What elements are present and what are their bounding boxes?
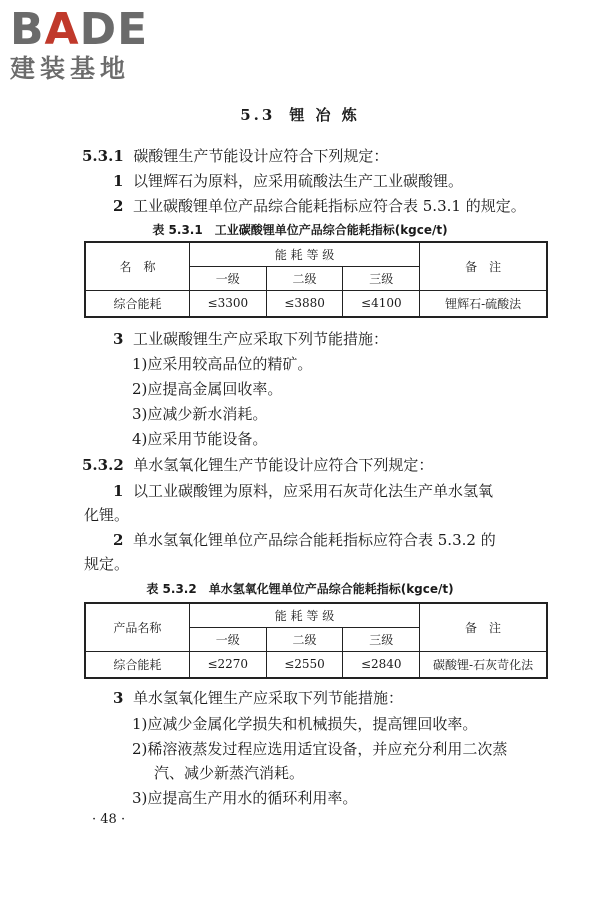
grade-3: 三级 <box>343 627 420 651</box>
grade-3: 三级 <box>343 266 420 290</box>
row-note: 碳酸锂-石灰苛化法 <box>420 651 547 678</box>
value-grade-2: ≤3880 <box>266 290 343 317</box>
value-grade-2: ≤2550 <box>266 651 343 678</box>
table-5-3-1 <box>84 241 548 318</box>
header-energy-grade: 能 耗 等 级 <box>189 242 419 266</box>
section-number: 5.3 <box>240 106 276 124</box>
grade-2: 二级 <box>266 266 343 290</box>
measure-item: 4)应采用节能设备。 <box>132 430 268 448</box>
value-grade-1: ≤3300 <box>189 290 266 317</box>
item-2: 2 单水氢氧化锂单位产品综合能耗指标应符合表 5.3.2 的 <box>113 531 496 549</box>
header-name: 产品名称 <box>85 603 189 651</box>
table-caption: 表 5.3.2 单水氢氧化锂单位产品综合能耗指标(kgce/t) <box>146 582 454 596</box>
row-note: 锂辉石-硫酸法 <box>420 290 547 317</box>
measure-item: 1)应采用较高品位的精矿。 <box>132 355 313 373</box>
measure-item: 2)稀溶液蒸发过程应选用适宜设备，并应充分利用二次蒸 <box>132 740 508 758</box>
measure-item-continued: 汽、减少新蒸汽消耗。 <box>154 764 305 782</box>
measure-item: 1)应减少金属化学损失和机械损失，提高锂回收率。 <box>132 715 478 733</box>
item-1: 1 以锂辉石为原料，应采用硫酸法生产工业碳酸锂。 <box>113 172 463 190</box>
table-caption: 表 5.3.1 工业碳酸锂单位产品综合能耗指标(kgce/t) <box>152 223 448 237</box>
grade-1: 一级 <box>189 627 266 651</box>
value-grade-1: ≤2270 <box>189 651 266 678</box>
clause-text: 碳酸锂生产节能设计应符合下列规定： <box>133 147 389 165</box>
header-note: 备 注 <box>420 242 547 290</box>
grade-2: 二级 <box>266 627 343 651</box>
logo-accent-letter: A <box>44 4 80 55</box>
item-1-continued: 化锂。 <box>84 506 130 524</box>
row-name: 综合能耗 <box>85 290 189 317</box>
header-note: 备 注 <box>420 603 547 651</box>
item-2-continued: 规定。 <box>84 555 130 573</box>
clause-number: 5.3.1 <box>82 147 124 165</box>
value-grade-3: ≤4100 <box>343 290 420 317</box>
grade-1: 一级 <box>189 266 266 290</box>
measure-item: 3)应提高生产用水的循环利用率。 <box>132 789 358 807</box>
section-heading <box>0 104 600 125</box>
clause-number: 5.3.2 <box>82 456 124 474</box>
logo-subtitle: 建装基地 <box>10 54 131 83</box>
value-grade-3: ≤2840 <box>343 651 420 678</box>
item-3: 3 单水氢氧化锂生产应采取下列节能措施： <box>113 689 403 707</box>
header-name: 名 称 <box>85 242 189 290</box>
measure-item: 3)应减少新水消耗。 <box>132 405 268 423</box>
row-name: 综合能耗 <box>85 651 189 678</box>
header-energy-grade: 能 耗 等 级 <box>189 603 419 627</box>
item-1: 1 以工业碳酸锂为原料，应采用石灰苛化法生产单水氢氧 <box>113 482 493 500</box>
clause-5-3-1 <box>82 146 388 166</box>
measure-item: 2)应提高金属回收率。 <box>132 380 283 398</box>
table-5-3-2 <box>84 602 548 679</box>
page-number: · 48 · <box>92 812 126 827</box>
clause-5-3-2 <box>82 455 433 475</box>
section-title: 锂 冶 炼 <box>289 106 360 124</box>
logo-wordmark: BADE <box>10 4 149 55</box>
item-3: 3 工业碳酸锂生产应采取下列节能措施： <box>113 330 388 348</box>
clause-text: 单水氢氧化锂生产节能设计应符合下列规定： <box>133 456 434 474</box>
brand-logo <box>10 6 180 84</box>
item-2: 2 工业碳酸锂单位产品综合能耗指标应符合表 5.3.1 的规定。 <box>113 197 526 215</box>
